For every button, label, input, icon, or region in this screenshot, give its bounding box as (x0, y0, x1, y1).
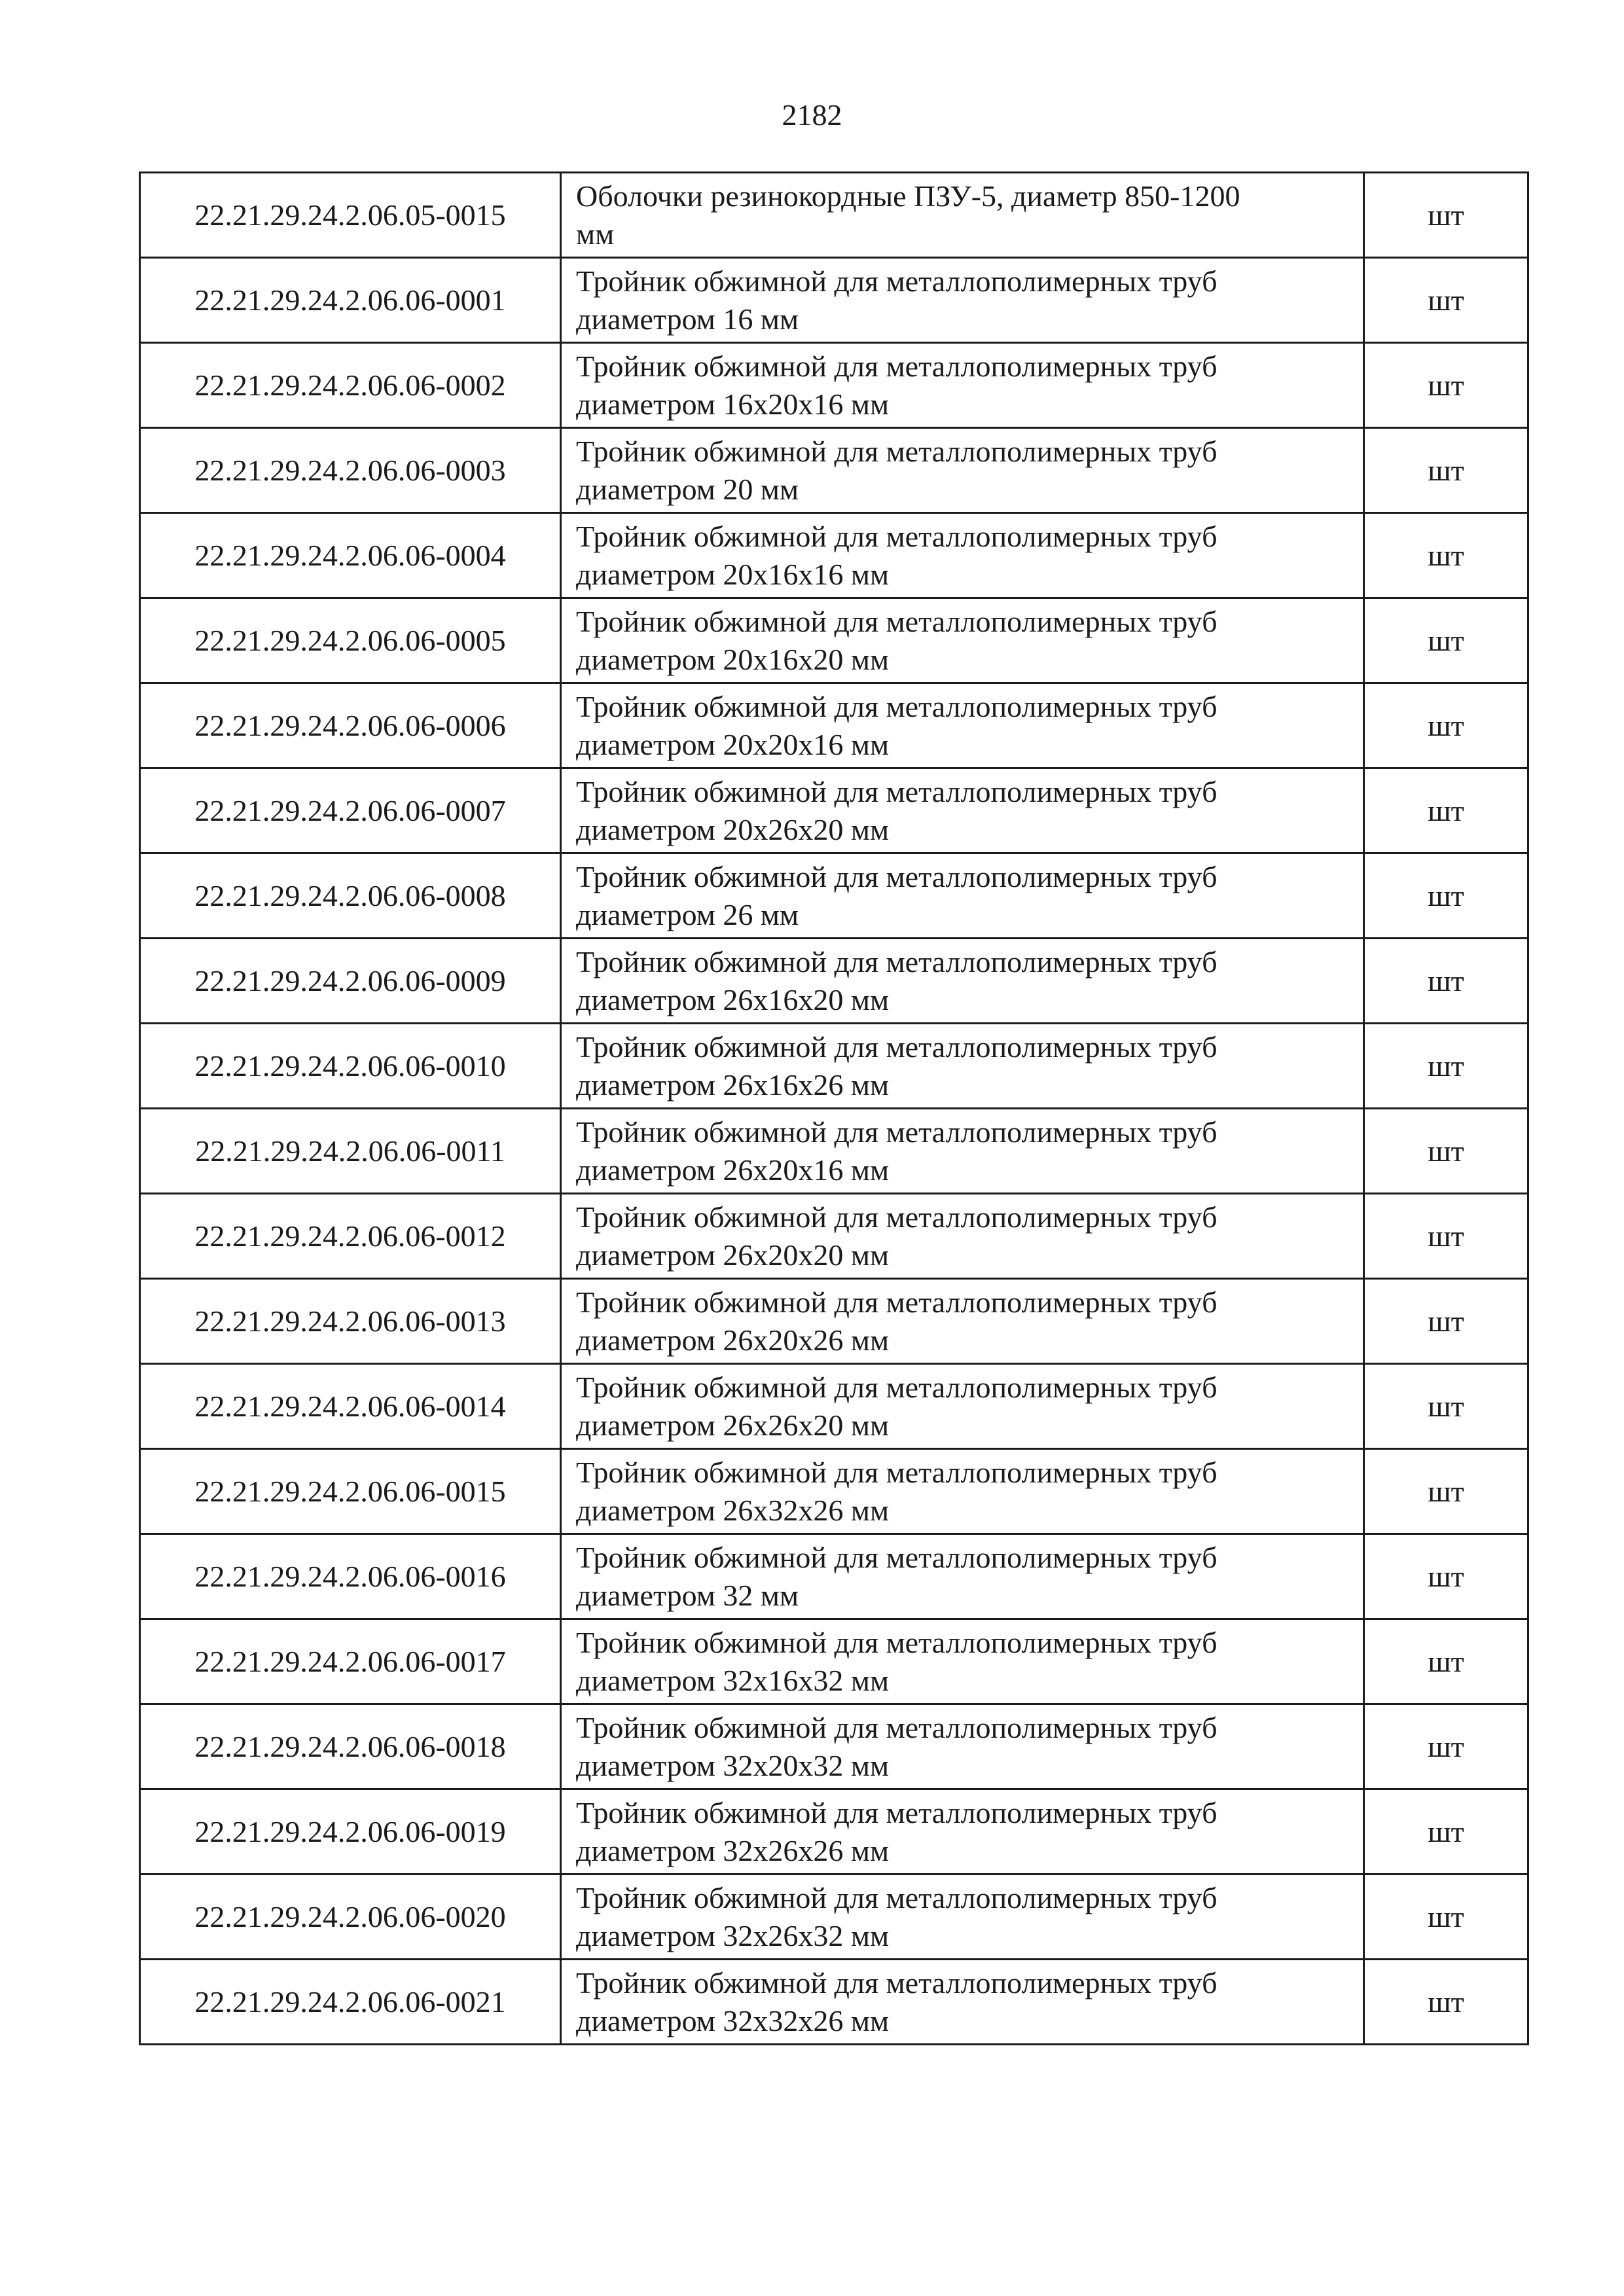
item-code: 22.21.29.24.2.06.06-0020 (140, 1874, 561, 1960)
item-unit: шт (1364, 343, 1528, 428)
item-name-line-2: диаметром 20х16х16 мм (576, 557, 890, 591)
table-row (140, 173, 1528, 258)
table-row (140, 939, 1528, 1024)
item-name (561, 343, 1364, 428)
table-row (140, 1279, 1528, 1364)
table-row (140, 1364, 1528, 1449)
item-name (561, 1364, 1364, 1449)
item-name (561, 1279, 1364, 1364)
table-row (140, 768, 1528, 853)
item-name (561, 1534, 1364, 1619)
item-code: 22.21.29.24.2.06.06-0017 (140, 1619, 561, 1704)
item-code: 22.21.29.24.2.06.06-0011 (140, 1109, 561, 1194)
item-name-line-2: диаметром 32 мм (576, 1578, 799, 1612)
item-code: 22.21.29.24.2.06.06-0003 (140, 428, 561, 513)
item-name-line-1: Тройник обжимной для металлополимерных труб (576, 1965, 1218, 2000)
item-name-line-1: Тройник обжимной для металлополимерных труб (576, 264, 1218, 298)
catalog-table (139, 171, 1529, 2045)
item-name-line-1: Тройник обжимной для металлополимерных труб (576, 1455, 1218, 1489)
item-name-line-2: диаметром 20 мм (576, 472, 799, 506)
item-unit: шт (1364, 513, 1528, 598)
item-name (561, 853, 1364, 939)
item-code: 22.21.29.24.2.06.06-0008 (140, 853, 561, 939)
item-name-line-2: диаметром 26х20х26 мм (576, 1323, 890, 1357)
item-unit: шт (1364, 173, 1528, 258)
catalog-table-body (140, 173, 1528, 2045)
table-row (140, 1704, 1528, 1789)
item-name-line-2: мм (576, 217, 615, 251)
item-name (561, 1789, 1364, 1874)
item-unit: шт (1364, 1704, 1528, 1789)
item-code: 22.21.29.24.2.06.06-0012 (140, 1194, 561, 1279)
item-code: 22.21.29.24.2.06.06-0016 (140, 1534, 561, 1619)
item-name (561, 1704, 1364, 1789)
item-name-line-2: диаметром 20х26х20 мм (576, 812, 890, 846)
item-unit: шт (1364, 598, 1528, 683)
item-name (561, 598, 1364, 683)
item-unit: шт (1364, 1024, 1528, 1109)
item-name (561, 1449, 1364, 1534)
item-name (561, 1024, 1364, 1109)
table-row (140, 1024, 1528, 1109)
item-name (561, 1874, 1364, 1960)
item-unit: шт (1364, 428, 1528, 513)
item-name-line-1: Оболочки резинокордные ПЗУ-5, диаметр 850-1200 (576, 179, 1240, 213)
item-code: 22.21.29.24.2.06.05-0015 (140, 173, 561, 258)
table-row (140, 598, 1528, 683)
item-unit: шт (1364, 1619, 1528, 1704)
table-row (140, 1960, 1528, 2045)
item-code: 22.21.29.24.2.06.06-0014 (140, 1364, 561, 1449)
item-name-line-1: Тройник обжимной для металлополимерных труб (576, 1200, 1218, 1234)
item-code: 22.21.29.24.2.06.06-0002 (140, 343, 561, 428)
table-row (140, 1449, 1528, 1534)
item-name (561, 1109, 1364, 1194)
item-name-line-1: Тройник обжимной для металлополимерных труб (576, 1115, 1218, 1149)
item-name-line-2: диаметром 26х16х26 мм (576, 1067, 890, 1102)
item-name-line-1: Тройник обжимной для металлополимерных труб (576, 1285, 1218, 1319)
item-name (561, 513, 1364, 598)
item-name-line-2: диаметром 26х20х20 мм (576, 1238, 890, 1272)
item-unit: шт (1364, 1279, 1528, 1364)
item-unit: шт (1364, 1194, 1528, 1279)
item-name-line-2: диаметром 20х16х20 мм (576, 642, 890, 676)
item-unit: шт (1364, 1109, 1528, 1194)
item-name (561, 428, 1364, 513)
item-name-line-2: диаметром 26х20х16 мм (576, 1153, 890, 1187)
item-name-line-2: диаметром 32х26х26 мм (576, 1833, 890, 1867)
item-name (561, 173, 1364, 258)
item-name-line-2: диаметром 20х20х16 мм (576, 727, 890, 761)
item-name-line-2: диаметром 16х20х16 мм (576, 387, 890, 421)
item-code: 22.21.29.24.2.06.06-0001 (140, 258, 561, 343)
item-name-line-2: диаметром 32х26х32 мм (576, 1918, 890, 1952)
item-name-line-1: Тройник обжимной для металлополимерных труб (576, 1880, 1218, 1914)
table-row (140, 1194, 1528, 1279)
item-code: 22.21.29.24.2.06.06-0006 (140, 683, 561, 768)
item-code: 22.21.29.24.2.06.06-0021 (140, 1960, 561, 2045)
item-name-line-1: Тройник обжимной для металлополимерных труб (576, 604, 1218, 638)
item-name-line-1: Тройник обжимной для металлополимерных труб (576, 1370, 1218, 1404)
item-code: 22.21.29.24.2.06.06-0005 (140, 598, 561, 683)
item-code: 22.21.29.24.2.06.06-0010 (140, 1024, 561, 1109)
item-name-line-1: Тройник обжимной для металлополимерных труб (576, 1710, 1218, 1744)
item-unit: шт (1364, 853, 1528, 939)
table-row (140, 1534, 1528, 1619)
table-row (140, 258, 1528, 343)
item-unit: шт (1364, 1960, 1528, 2045)
item-name-line-1: Тройник обжимной для металлополимерных труб (576, 1795, 1218, 1829)
item-unit: шт (1364, 1364, 1528, 1449)
table-row (140, 1789, 1528, 1874)
table-row (140, 683, 1528, 768)
item-unit: шт (1364, 1874, 1528, 1960)
table-row (140, 513, 1528, 598)
item-code: 22.21.29.24.2.06.06-0019 (140, 1789, 561, 1874)
item-code: 22.21.29.24.2.06.06-0009 (140, 939, 561, 1024)
item-name-line-1: Тройник обжимной для металлополимерных труб (576, 1030, 1218, 1064)
item-unit: шт (1364, 1449, 1528, 1534)
item-name (561, 1960, 1364, 2045)
item-unit: шт (1364, 258, 1528, 343)
item-name-line-2: диаметром 26 мм (576, 897, 799, 931)
item-code: 22.21.29.24.2.06.06-0013 (140, 1279, 561, 1364)
item-name-line-1: Тройник обжимной для металлополимерных труб (576, 859, 1218, 893)
item-name-line-1: Тройник обжимной для металлополимерных труб (576, 1625, 1218, 1659)
item-name-line-1: Тройник обжимной для металлополимерных труб (576, 689, 1218, 723)
item-code: 22.21.29.24.2.06.06-0015 (140, 1449, 561, 1534)
item-name-line-2: диаметром 32х16х32 мм (576, 1663, 890, 1697)
item-name-line-2: диаметром 32х20х32 мм (576, 1748, 890, 1782)
item-name (561, 258, 1364, 343)
item-name (561, 1194, 1364, 1279)
table-row (140, 343, 1528, 428)
table-row (140, 428, 1528, 513)
item-name (561, 768, 1364, 853)
item-unit: шт (1364, 1789, 1528, 1874)
item-name-line-1: Тройник обжимной для металлополимерных труб (576, 519, 1218, 553)
item-name-line-2: диаметром 26х32х26 мм (576, 1493, 890, 1527)
table-row (140, 1619, 1528, 1704)
item-unit: шт (1364, 939, 1528, 1024)
table-row (140, 1874, 1528, 1960)
table-row (140, 853, 1528, 939)
item-name-line-2: диаметром 32х32х26 мм (576, 2003, 890, 2037)
item-code: 22.21.29.24.2.06.06-0004 (140, 513, 561, 598)
table-row (140, 1109, 1528, 1194)
item-name (561, 1619, 1364, 1704)
item-name (561, 939, 1364, 1024)
item-name-line-1: Тройник обжимной для металлополимерных труб (576, 1540, 1218, 1574)
item-name-line-2: диаметром 26х16х20 мм (576, 982, 890, 1016)
item-name-line-2: диаметром 26х26х20 мм (576, 1408, 890, 1442)
item-name-line-1: Тройник обжимной для металлополимерных труб (576, 774, 1218, 808)
item-code: 22.21.29.24.2.06.06-0018 (140, 1704, 561, 1789)
item-code: 22.21.29.24.2.06.06-0007 (140, 768, 561, 853)
item-unit: шт (1364, 768, 1528, 853)
item-name (561, 683, 1364, 768)
item-unit: шт (1364, 1534, 1528, 1619)
item-name-line-1: Тройник обжимной для металлополимерных труб (576, 944, 1218, 978)
item-name-line-1: Тройник обжимной для металлополимерных труб (576, 434, 1218, 468)
item-name-line-1: Тройник обжимной для металлополимерных труб (576, 349, 1218, 383)
item-name-line-2: диаметром 16 мм (576, 302, 799, 336)
item-unit: шт (1364, 683, 1528, 768)
page-number: 2182 (782, 98, 842, 132)
